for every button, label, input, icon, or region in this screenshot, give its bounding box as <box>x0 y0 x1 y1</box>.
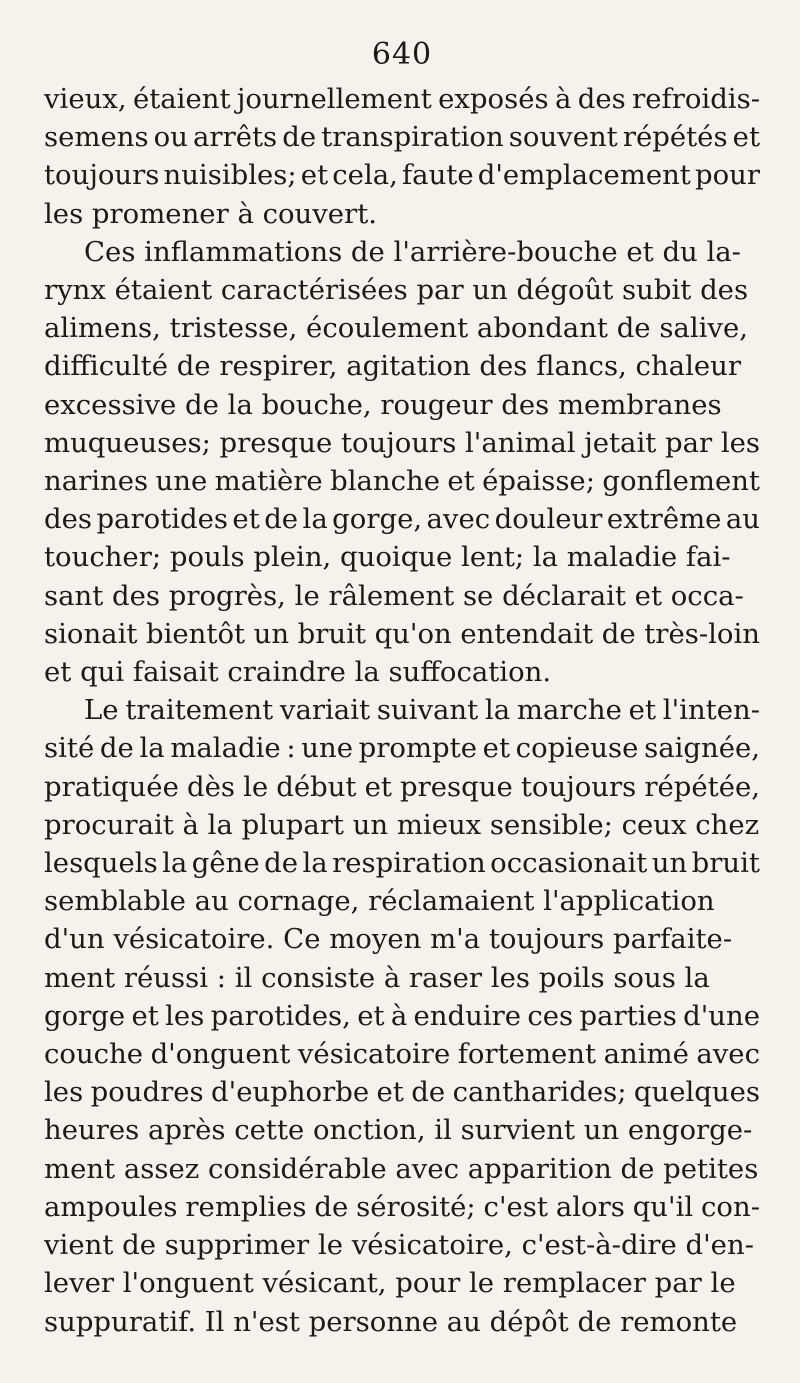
text-line: lesquels la gêne de la respiration occasionait un bruit <box>44 847 760 880</box>
paragraph <box>44 80 760 233</box>
text-line: rynx étaient caractérisées par un dégoût subit des <box>44 274 749 307</box>
text-line: difficulté de respirer, agitation des flancs, chaleur <box>44 350 741 383</box>
page-number: 640 <box>371 37 433 72</box>
text-line: ampoules remplies de sérosité; c'est alors qu'il con- <box>44 1190 760 1223</box>
text-line: gorge et les parotides, et à enduire ces parties d'une <box>44 999 760 1032</box>
text-line: semblable au cornage, réclamaient l'application <box>44 885 715 918</box>
text-line: couche d'onguent vésicatoire fortement animé avec <box>44 1038 760 1071</box>
text-line: sant des progrès, le râlement se déclarait et occa- <box>44 579 744 612</box>
text-line: d'un vésicatoire. Ce moyen m'a toujours parfaite- <box>44 923 733 956</box>
text-line: suppuratif. Il n'est personne au dépôt de remonte <box>44 1305 738 1338</box>
text-line: alimens, tristesse, écoulement abondant de salive, <box>44 312 748 345</box>
text-line: toujours nuisibles; et cela, faute d'emplacement pour <box>44 159 760 192</box>
text-line: des parotides et de la gorge, avec douleur extrême au <box>44 503 760 536</box>
text-line: lever l'onguent vésicant, pour le remplacer par le <box>44 1267 736 1300</box>
text-line: muqueuses; presque toujours l'animal jetait par les <box>44 426 760 459</box>
text-line: sité de la maladie : une prompte et copieuse saignée, <box>44 732 760 765</box>
text-line: vient de supprimer le vésicatoire, c'est-à-dire d'en- <box>44 1229 754 1262</box>
text-line: les promener à couvert. <box>44 197 378 230</box>
text-line: ment assez considérable avec apparition de petites <box>44 1152 759 1185</box>
text-line: excessive de la bouche, rougeur des membranes <box>44 388 722 421</box>
text-line: procurait à la plupart un mieux sensible; ceux chez <box>44 808 760 841</box>
text-line: toucher; pouls plein, quoique lent; la maladie fai- <box>44 541 731 574</box>
paragraph <box>44 233 760 691</box>
text-line: heures après cette onction, il survient un engorge- <box>44 1114 753 1147</box>
text-line: les poudres d'euphorbe et de cantharides; quelques <box>44 1076 760 1109</box>
text-line: Le traitement variait suivant la marche et l'inten- <box>84 694 760 727</box>
text-line: semens ou arrêts de transpiration souvent répétés et <box>44 121 760 154</box>
text-line: vieux, étaient journellement exposés à des refroidis- <box>44 83 760 115</box>
text-line: Ces inflammations de l'arrière-bouche et du la- <box>84 235 741 268</box>
paragraph <box>44 691 760 1340</box>
body-text <box>44 80 760 1341</box>
text-line: sionait bientôt un bruit qu'on entendait de très-loin <box>44 617 760 650</box>
text-line: narines une matière blanche et épaisse; gonflement <box>44 465 760 498</box>
text-line: ment réussi : il consiste à raser les poils sous la <box>44 961 710 994</box>
text-line: et qui faisait craindre la suffocation. <box>44 656 552 689</box>
text-line: pratiquée dès le début et presque toujours répétée, <box>44 770 760 803</box>
